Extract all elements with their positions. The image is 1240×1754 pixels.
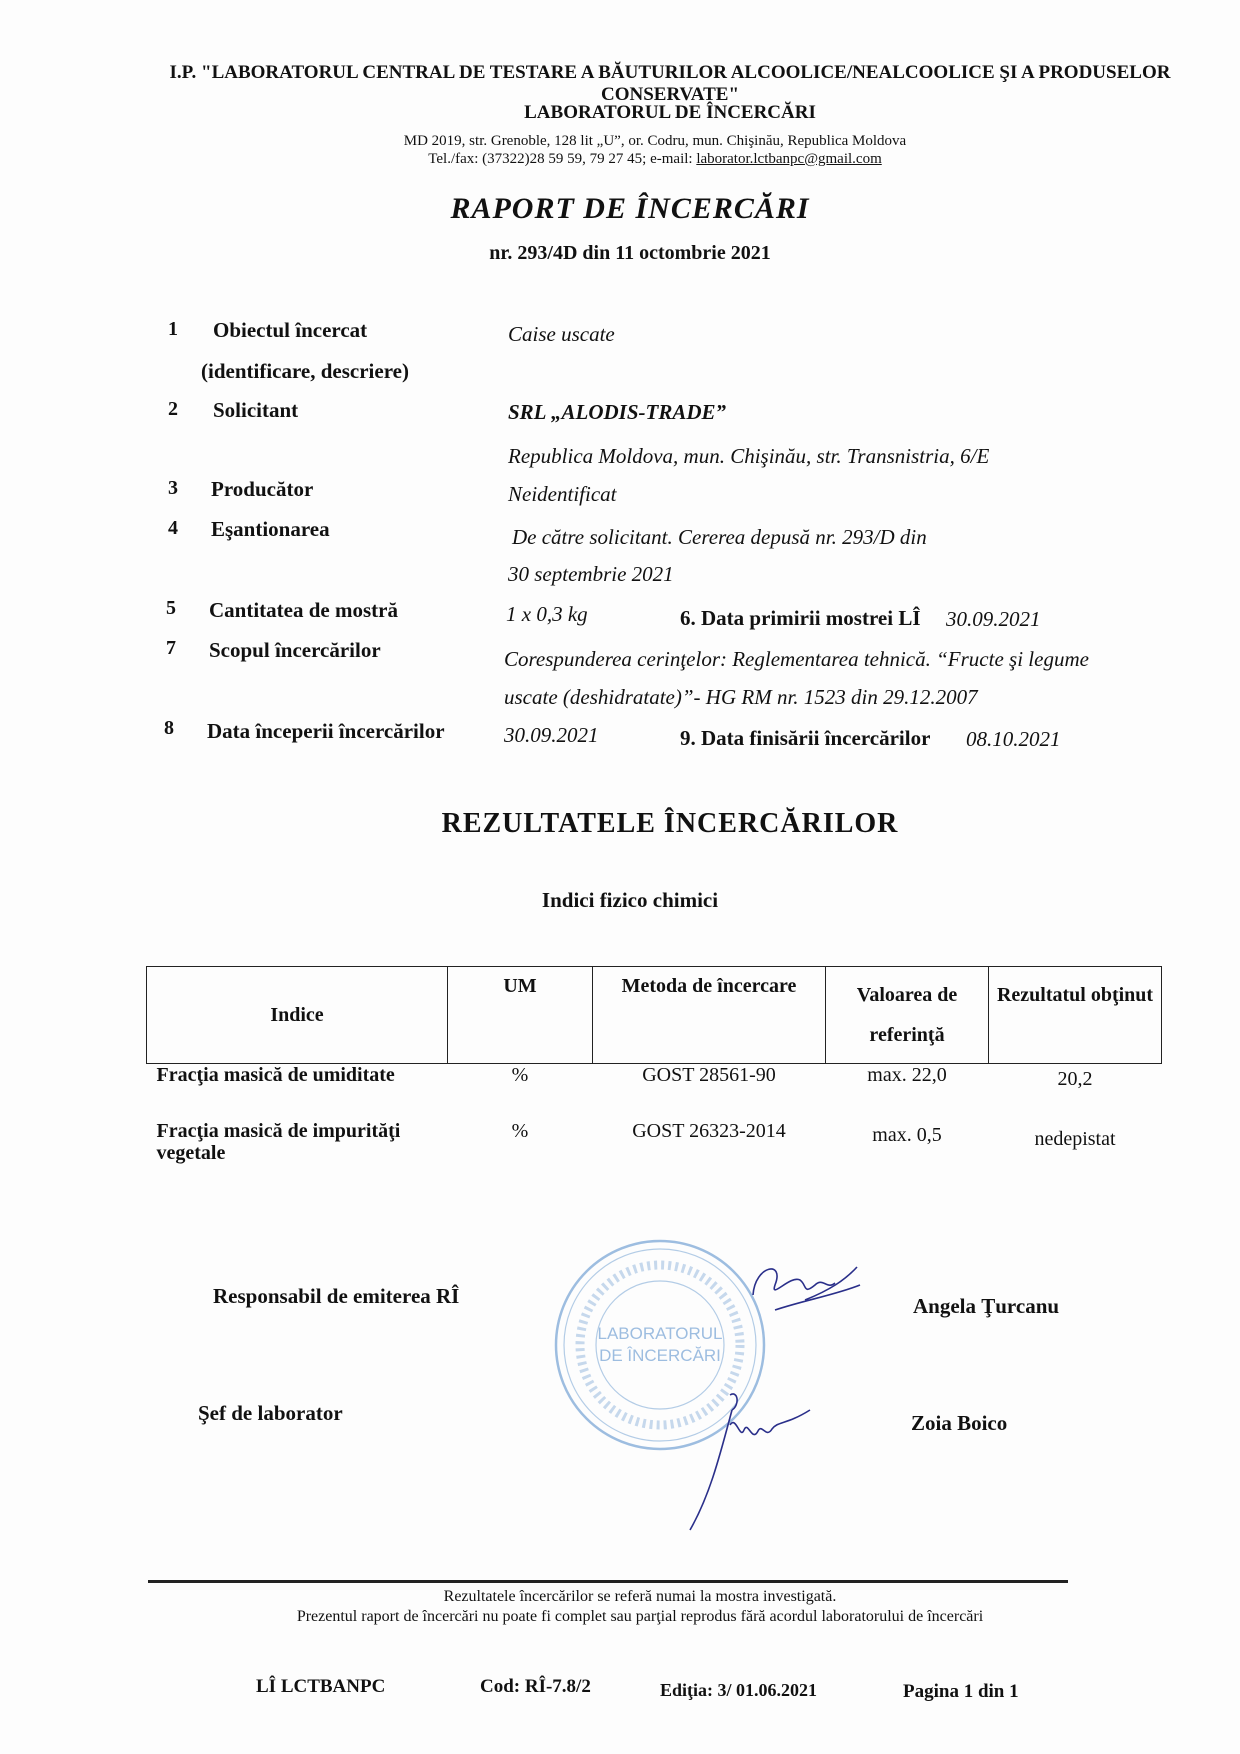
signature-2 — [670, 1385, 820, 1535]
field-8-label: Data începerii încercărilor — [207, 719, 445, 743]
field-5-label: Cantitatea de mostră — [209, 598, 398, 622]
row-1-um: % — [511, 1064, 529, 1086]
field-2-num: 2 — [168, 398, 178, 420]
footer-editia: Ediţia: 3/ 01.06.2021 — [660, 1680, 818, 1700]
field-7-value2: uscate (deshidratate)”- HG RM nr. 1523 din 29.12.2007 — [504, 685, 978, 709]
row-2-indice: Fracţia masică de impurităţi vegetale — [156, 1120, 401, 1164]
field-7-value: Corespunderea cerinţelor: Reglementarea tehnică. “Fructe şi legume — [504, 647, 1089, 671]
table-header-row — [147, 967, 1162, 1064]
field-2-label: Solicitant — [213, 398, 299, 422]
results-subheading: Indici fizico chimici — [541, 888, 719, 912]
footer-lab-code: LÎ LCTBANPC — [256, 1676, 386, 1697]
row-2-um: % — [511, 1120, 529, 1142]
field-8-value: 30.09.2021 — [504, 723, 599, 747]
contacts-line — [330, 150, 980, 168]
col-metoda: Metoda de încercare — [593, 967, 826, 1064]
field-9-value: 08.10.2021 — [966, 727, 1061, 751]
field-3-value: Neidentificat — [508, 482, 617, 506]
field-7-label: Scopul încercărilor — [209, 638, 381, 662]
field-4-label: Eşantionarea — [211, 517, 330, 541]
report-number: nr. 293/4D din 11 octombrie 2021 — [489, 242, 771, 264]
results-table — [146, 966, 1162, 1176]
lab-name: LABORATORUL DE ÎNCERCĂRI — [524, 102, 816, 123]
footer-note-2: Prezentul raport de încercări nu poate fi complet sau parţial reprodus fără acordul laboratorului de încercări — [296, 1608, 984, 1625]
results-heading: REZULTATELE ÎNCERCĂRILOR — [441, 808, 899, 839]
field-1-label: Obiectul încercat — [213, 318, 368, 342]
address-line: MD 2019, str. Grenoble, 128 lit „U”, or. Codru, mun. Chişinău, Republica Moldova — [403, 133, 907, 149]
stamp-text-line1: LABORATORUL — [597, 1324, 723, 1343]
table-row — [147, 1120, 1162, 1176]
signature-name-2: Zoia Boico — [911, 1411, 1008, 1435]
row-2-metoda: GOST 26323-2014 — [632, 1120, 786, 1142]
field-4-value2: 30 septembrie 2021 — [508, 562, 674, 586]
col-referinta: Valoarea de referinţă — [826, 967, 989, 1064]
col-um: UM — [448, 967, 593, 1064]
lab-address — [330, 132, 980, 168]
field-1-value: Caise uscate — [508, 322, 615, 346]
field-6-label: 6. Data primirii mostrei LÎ — [680, 606, 921, 630]
row-1-metoda: GOST 28561-90 — [642, 1064, 776, 1086]
field-1-num: 1 — [168, 318, 178, 340]
col-rezultat: Rezultatul obţinut — [989, 967, 1162, 1064]
signature-name-1: Angela Ţurcanu — [913, 1294, 1060, 1318]
signature-role-2: Şef de laborator — [198, 1401, 343, 1425]
row-1-rezultat: 20,2 — [1057, 1068, 1093, 1090]
field-3-num: 3 — [168, 477, 178, 499]
signature-1 — [745, 1255, 865, 1325]
report-title: RAPORT DE ÎNCERCĂRI — [450, 192, 810, 225]
field-7-num: 7 — [166, 637, 176, 659]
field-8-num: 8 — [164, 717, 174, 739]
signature-role-1: Responsabil de emiterea RÎ — [213, 1284, 460, 1308]
footer-divider — [148, 1580, 1068, 1583]
organization-name: I.P. "LABORATORUL CENTRAL DE TESTARE A BĂUTURILOR ALCOOLICE/NEALCOOLICE ŞI A PRODUSELOR CONSERVATE" — [169, 62, 1171, 105]
field-6-value: 30.09.2021 — [946, 607, 1041, 631]
contacts-prefix: Tel./fax: (37322)28 59 59, 79 27 45; e-mail: — [428, 151, 697, 167]
field-4-num: 4 — [168, 517, 178, 539]
table-row — [147, 1064, 1162, 1121]
field-5-value: 1 x 0,3 kg — [506, 602, 588, 626]
row-1-indice: Fracţia masică de umiditate — [156, 1064, 395, 1086]
row-1-referinta: max. 22,0 — [867, 1064, 947, 1086]
footer-note-1: Rezultatele încercărilor se referă numai la mostra investigată. — [443, 1588, 837, 1605]
field-1-label2: (identificare, descriere) — [201, 359, 409, 383]
row-2-referinta: max. 0,5 — [872, 1124, 942, 1146]
row-2-rezultat: nedepistat — [1034, 1128, 1116, 1150]
footer-cod: Cod: RÎ-7.8/2 — [480, 1676, 591, 1697]
stamp-text-line2: DE ÎNCERCĂRI — [599, 1346, 721, 1365]
field-5-num: 5 — [166, 597, 176, 619]
col-indice: Indice — [147, 967, 448, 1064]
field-9-label: 9. Data finisării încercărilor — [680, 726, 931, 750]
footer-pagina: Pagina 1 din 1 — [903, 1681, 1019, 1702]
field-4-value: De către solicitant. Cererea depusă nr. 293/D din — [512, 525, 927, 549]
email-link[interactable]: laborator.lctbanpc@gmail.com — [696, 151, 882, 167]
field-2-value: SRL „ALODIS-TRADE” — [508, 400, 727, 424]
field-2-value2: Republica Moldova, mun. Chişinău, str. Transnistria, 6/E — [508, 444, 990, 468]
field-3-label: Producător — [211, 477, 314, 501]
